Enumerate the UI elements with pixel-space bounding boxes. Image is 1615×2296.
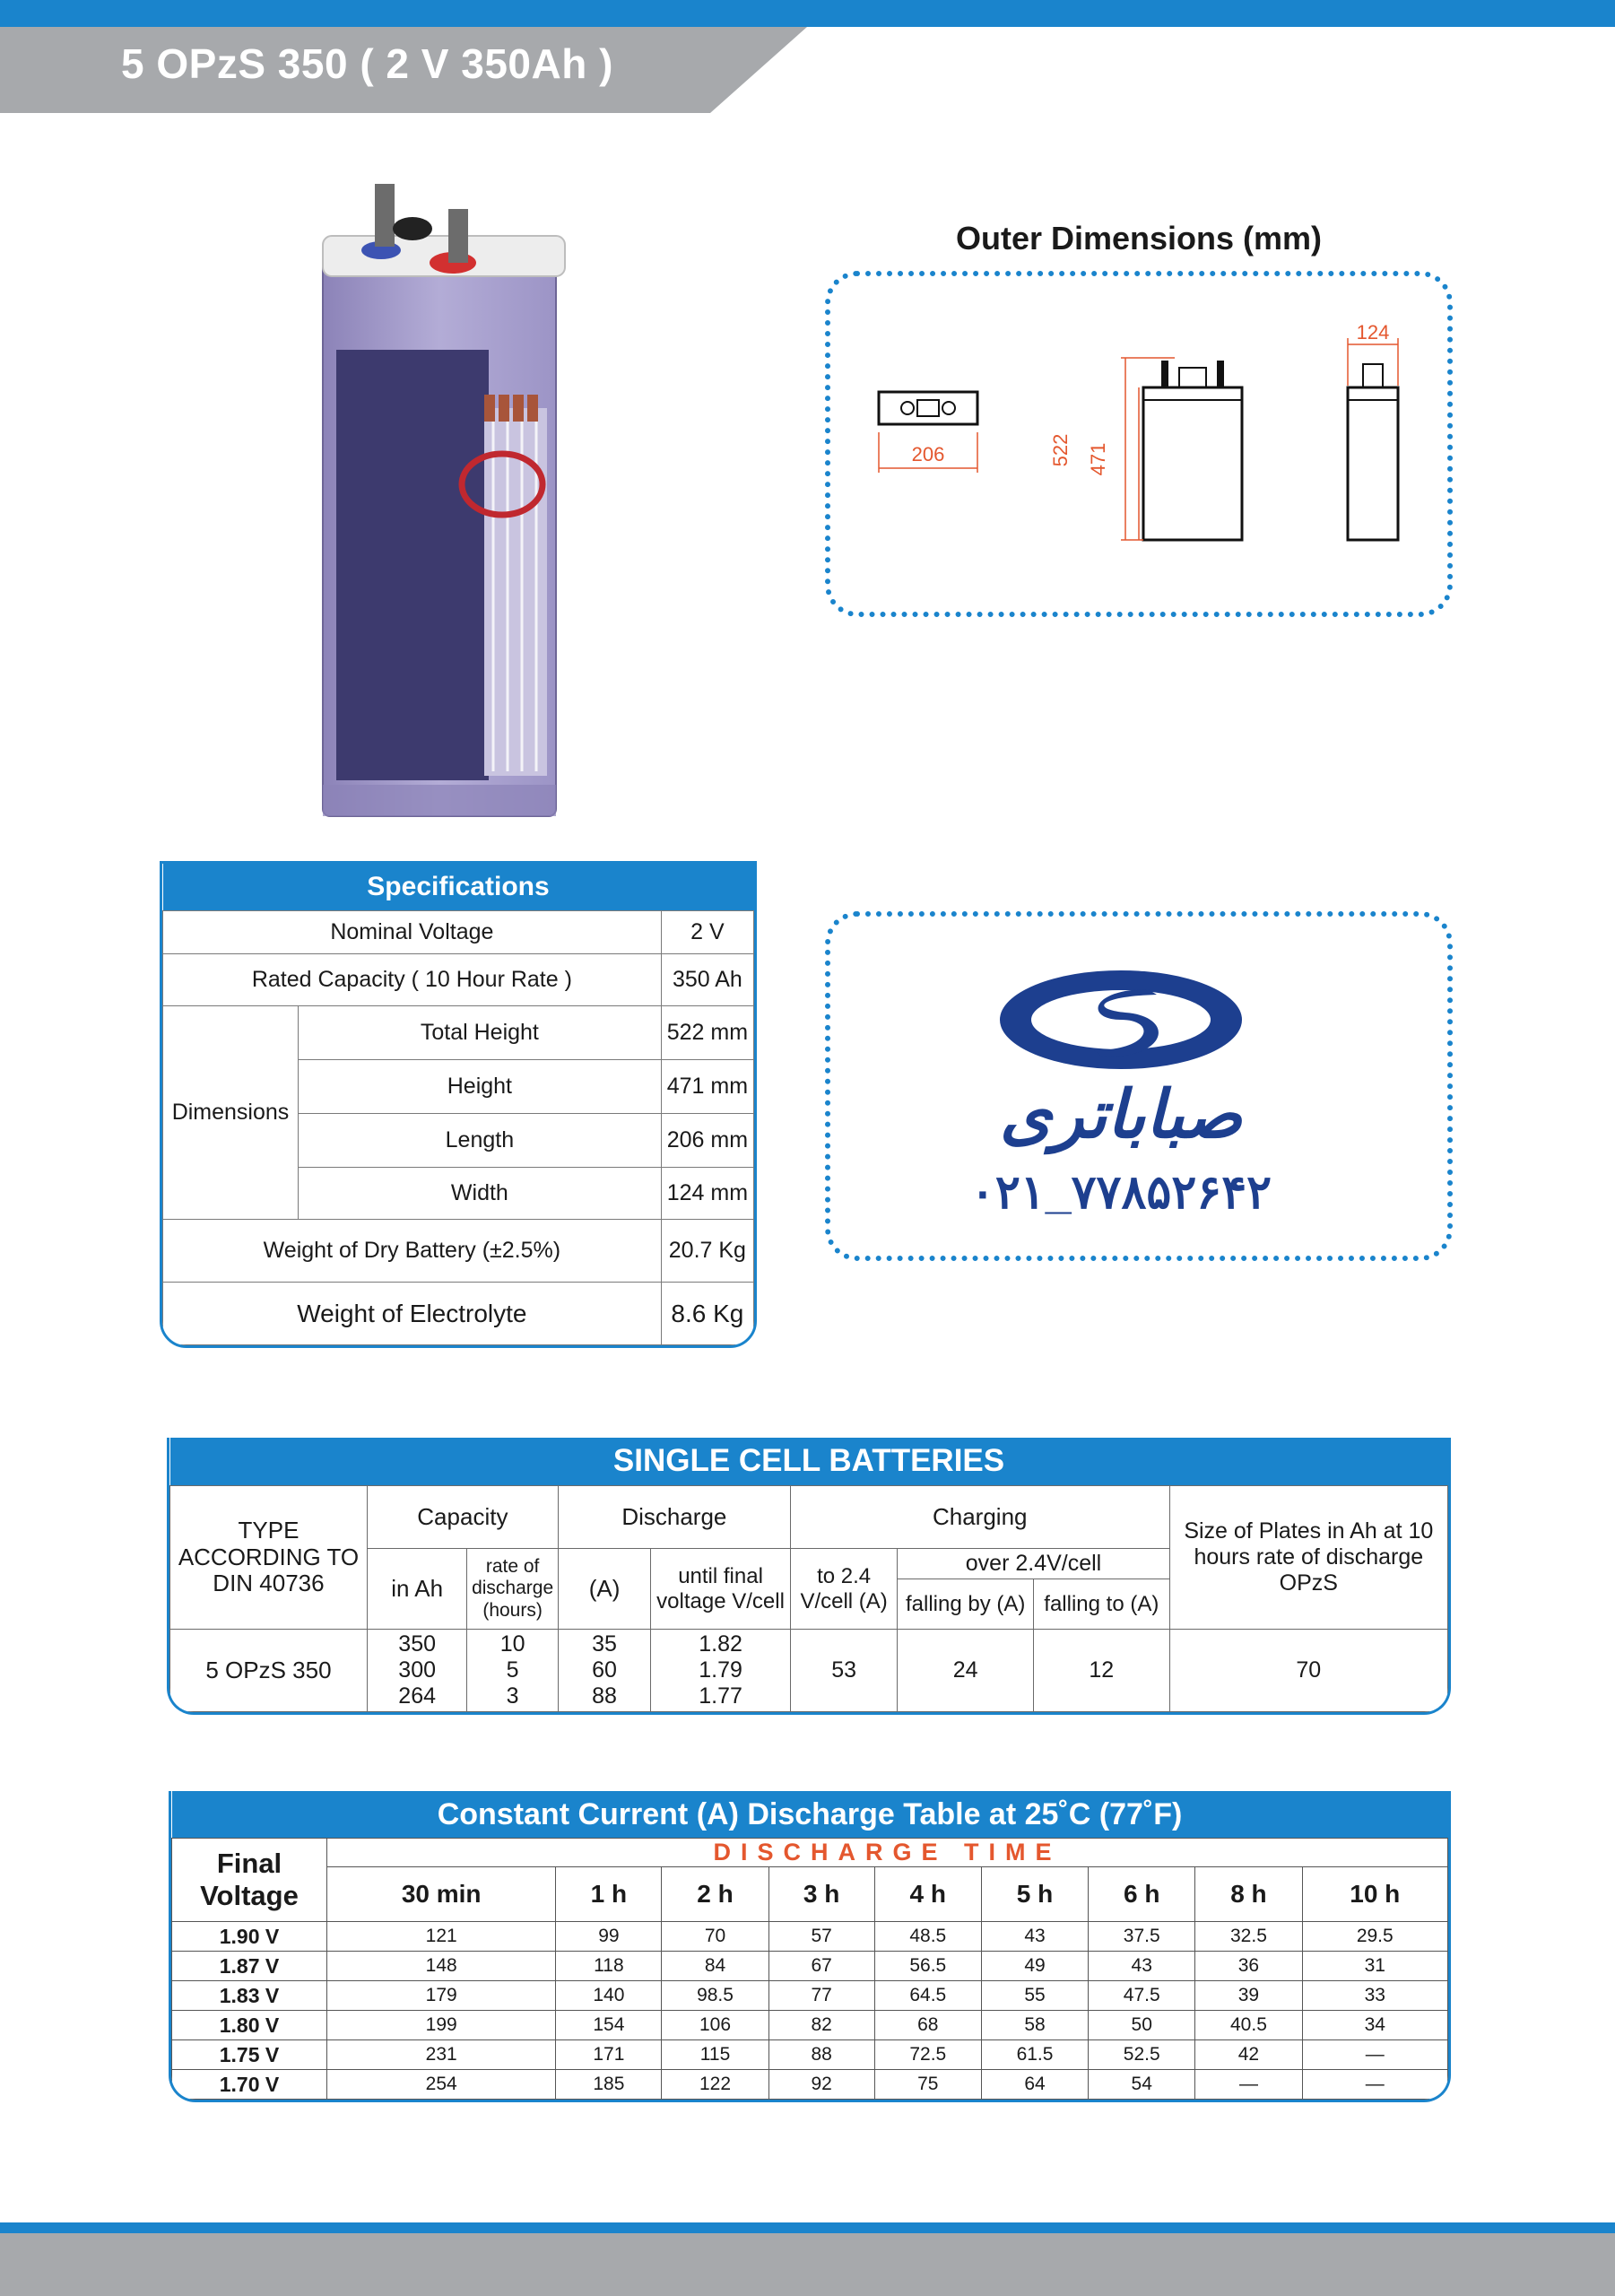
time-column-header: 10 h [1302, 1867, 1447, 1922]
discharge-value-cell: 64.5 [874, 1981, 981, 2011]
discharge-value-cell: 31 [1302, 1952, 1447, 1981]
rated-capacity-value: 350 Ah [661, 954, 753, 1006]
discharge-value-cell: 148 [327, 1952, 556, 1981]
discharge-value-cell: 34 [1302, 2011, 1447, 2040]
over-24-header: over 2.4V/cell [898, 1549, 1169, 1579]
page-title: 5 OPzS 350 ( 2 V 350Ah ) [121, 40, 613, 87]
discharge-value-cell: 92 [768, 2070, 874, 2100]
discharge-value-cell: 77 [768, 1981, 874, 2011]
discharge-value-cell: 43 [1089, 1952, 1195, 1981]
rated-capacity-label: Rated Capacity ( 10 Hour Rate ) [163, 954, 662, 1006]
single-cell-header: SINGLE CELL BATTERIES [170, 1438, 1448, 1486]
plates-header: Size of Plates in Ah at 10 hours rate of discharge OPzS [1169, 1486, 1447, 1630]
discharge-value-cell: 82 [768, 2011, 874, 2040]
dry-weight-label: Weight of Dry Battery (±2.5%) [163, 1220, 662, 1283]
electrolyte-label: Weight of Electrolyte [163, 1283, 662, 1345]
discharge-value-cell: 58 [981, 2011, 1088, 2040]
discharge-time-header: DISCHARGE TIME [327, 1839, 1448, 1867]
falling-to-header: falling to (A) [1034, 1579, 1170, 1630]
discharge-value-cell: 42 [1195, 2040, 1302, 2070]
final-voltage-cell: 1.75 V [172, 2040, 327, 2070]
height-row-label: Height [299, 1060, 662, 1114]
discharge-value-cell: 154 [556, 2011, 662, 2040]
discharge-value-cell: 122 [662, 2070, 768, 2100]
time-column-header: 1 h [556, 1867, 662, 1922]
discharge-value-cell: — [1302, 2040, 1447, 2070]
discharge-value-cell: 118 [556, 1952, 662, 1981]
width-row-label: Width [299, 1168, 662, 1220]
discharge-value-cell: 231 [327, 2040, 556, 2070]
discharge-value-cell: 61.5 [981, 2040, 1088, 2070]
amps-value: 35 [592, 1631, 617, 1657]
nominal-voltage-label: Nominal Voltage [163, 911, 662, 954]
discharge-value-cell: 99 [556, 1922, 662, 1952]
discharge-header: Discharge [558, 1486, 790, 1549]
final-voltage-cell: 1.87 V [172, 1952, 327, 1981]
discharge-value-cell: 57 [768, 1922, 874, 1952]
discharge-value-cell: 36 [1195, 1952, 1302, 1981]
discharge-value-cell: 179 [327, 1981, 556, 2011]
discharge-value-cell: 68 [874, 2011, 981, 2040]
falling-by-value: 24 [898, 1630, 1034, 1712]
table-row [172, 1952, 1448, 1981]
table-row [170, 1630, 1448, 1712]
final-voltage-cell: 1.70 V [172, 2070, 327, 2100]
specifications-table [160, 861, 757, 1348]
to-24-value: 53 [790, 1630, 898, 1712]
dry-weight-value: 20.7 Kg [661, 1220, 753, 1283]
amps-value: 88 [592, 1683, 617, 1709]
falling-to-value: 12 [1034, 1630, 1170, 1712]
discharge-value-cell: 56.5 [874, 1952, 981, 1981]
final-voltage-cell: 1.83 V [172, 1981, 327, 2011]
specifications-header: Specifications [163, 864, 754, 911]
rate-value: 5 [506, 1657, 519, 1683]
width-row-value: 124 mm [661, 1168, 753, 1220]
rate-discharge-header: rate of discharge (hours) [467, 1549, 558, 1630]
nominal-voltage-value: 2 V [661, 911, 753, 954]
discharge-value-cell: 70 [662, 1922, 768, 1952]
discharge-value-cell: — [1195, 2070, 1302, 2100]
electrolyte-value: 8.6 Kg [661, 1283, 753, 1345]
total-height-label: 522 [1049, 433, 1072, 467]
discharge-value-cell: 40.5 [1195, 2011, 1302, 2040]
discharge-value-cell: 32.5 [1195, 1922, 1302, 1952]
discharge-value-cell: 98.5 [662, 1981, 768, 2011]
total-height-row-label: Total Height [299, 1006, 662, 1060]
discharge-value-cell: 33 [1302, 1981, 1447, 2011]
discharge-table [169, 1791, 1451, 2102]
discharge-value-cell: 84 [662, 1952, 768, 1981]
rate-value: 10 [499, 1631, 525, 1657]
discharge-value-cell: 48.5 [874, 1922, 981, 1952]
height-label: 471 [1087, 442, 1109, 476]
final-voltage-cell: 1.80 V [172, 2011, 327, 2040]
discharge-value-cell: 88 [768, 2040, 874, 2070]
discharge-value-cell: 199 [327, 2011, 556, 2040]
top-view-width-label: 206 [911, 443, 945, 465]
charging-header: Charging [790, 1486, 1169, 1549]
time-column-header: 3 h [768, 1867, 874, 1922]
final-voltage-cell: 1.90 V [172, 1922, 327, 1952]
final-voltage-value: 1.79 [699, 1657, 742, 1683]
outer-dimensions-title: Outer Dimensions (mm) [955, 220, 1323, 257]
table-row [172, 2011, 1448, 2040]
until-final-header: until final voltage V/cell [651, 1549, 791, 1630]
dimensions-label: Dimensions [163, 1006, 299, 1220]
ah-value: 264 [398, 1683, 437, 1709]
discharge-value-cell: 49 [981, 1952, 1088, 1981]
time-column-header: 5 h [981, 1867, 1088, 1922]
bottom-accent-line [0, 2222, 1615, 2233]
discharge-value-cell: 29.5 [1302, 1922, 1447, 1952]
discharge-value-cell: 67 [768, 1952, 874, 1981]
length-row-label: Length [299, 1114, 662, 1168]
discharge-table-header: Constant Current (A) Discharge Table at 25˚C (77˚F) [172, 1791, 1448, 1839]
discharge-value-cell: — [1302, 2070, 1447, 2100]
time-column-header: 6 h [1089, 1867, 1195, 1922]
top-accent-bar [0, 0, 1615, 27]
total-height-row-value: 522 mm [661, 1006, 753, 1060]
discharge-value-cell: 75 [874, 2070, 981, 2100]
discharge-value-cell: 115 [662, 2040, 768, 2070]
bottom-bar [0, 2233, 1615, 2296]
type-header: TYPE ACCORDING TO DIN 40736 [170, 1486, 368, 1630]
discharge-value-cell: 43 [981, 1922, 1088, 1952]
dimension-drawing [825, 271, 1453, 617]
falling-by-header: falling by (A) [898, 1579, 1034, 1630]
discharge-value-cell: 37.5 [1089, 1922, 1195, 1952]
discharge-value-cell: 54 [1089, 2070, 1195, 2100]
time-column-header: 30 min [327, 1867, 556, 1922]
final-voltage-header: Final Voltage [172, 1839, 327, 1922]
single-cell-table [167, 1438, 1451, 1715]
length-row-value: 206 mm [661, 1114, 753, 1168]
discharge-value-cell: 106 [662, 2011, 768, 2040]
discharge-value-cell: 121 [327, 1922, 556, 1952]
discharge-value-cell: 47.5 [1089, 1981, 1195, 2011]
table-row [172, 1922, 1448, 1952]
discharge-value-cell: 52.5 [1089, 2040, 1195, 2070]
capacity-header: Capacity [367, 1486, 558, 1549]
time-column-header: 2 h [662, 1867, 768, 1922]
table-row [172, 2040, 1448, 2070]
ah-value: 350 [398, 1631, 437, 1657]
brand-logo-icon [991, 964, 1251, 1081]
time-column-header: 8 h [1195, 1867, 1302, 1922]
side-width-label: 124 [1356, 321, 1390, 344]
final-voltage-value: 1.82 [699, 1631, 742, 1657]
battery-image [296, 175, 583, 830]
amps-header: (A) [558, 1549, 650, 1630]
discharge-value-cell: 64 [981, 2070, 1088, 2100]
discharge-value-cell: 254 [327, 2070, 556, 2100]
discharge-value-cell: 55 [981, 1981, 1088, 2011]
amps-value: 60 [592, 1657, 617, 1683]
table-row [172, 2070, 1448, 2100]
discharge-value-cell: 50 [1089, 2011, 1195, 2040]
brand-name: صباباتری [999, 1077, 1243, 1152]
table-row [172, 1981, 1448, 2011]
to-24-header: to 2.4 V/cell (A) [790, 1549, 898, 1630]
height-row-value: 471 mm [661, 1060, 753, 1114]
discharge-value-cell: 140 [556, 1981, 662, 2011]
plates-value: 70 [1169, 1630, 1447, 1712]
rate-value: 3 [506, 1683, 519, 1709]
in-ah-header: in Ah [367, 1549, 466, 1630]
discharge-value-cell: 171 [556, 2040, 662, 2070]
brand-phone: ۰۲۱_۷۷۸۵۲۶۴۲ [969, 1167, 1272, 1219]
time-column-header: 4 h [874, 1867, 981, 1922]
type-value: 5 OPzS 350 [170, 1630, 368, 1712]
final-voltage-value: 1.77 [699, 1683, 742, 1709]
discharge-value-cell: 72.5 [874, 2040, 981, 2070]
ah-value: 300 [398, 1657, 437, 1683]
discharge-value-cell: 185 [556, 2070, 662, 2100]
discharge-value-cell: 39 [1195, 1981, 1302, 2011]
